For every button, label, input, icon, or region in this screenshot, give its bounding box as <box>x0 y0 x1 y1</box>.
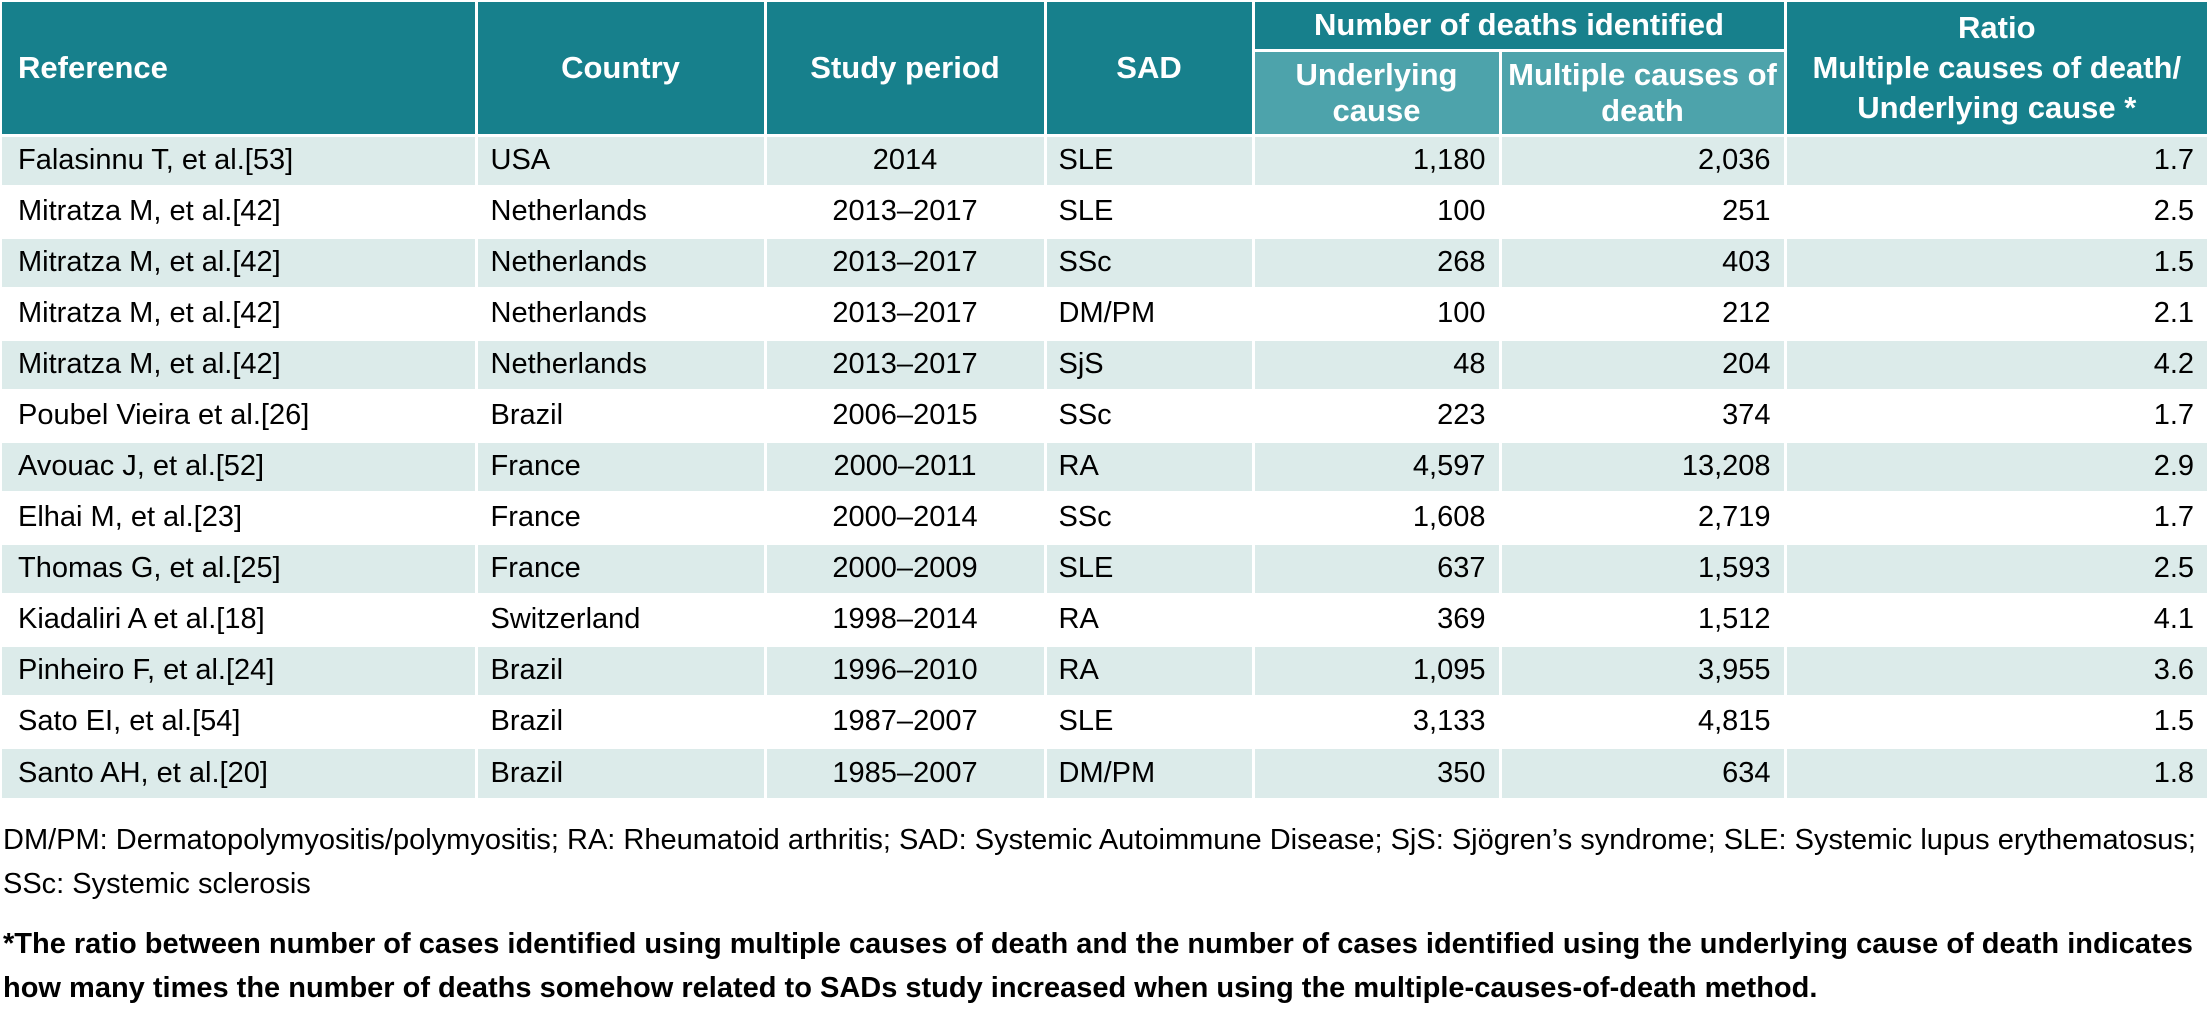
table-row <box>2 186 2207 237</box>
cell-reference: Elhai M, et al.[23] <box>2 492 476 543</box>
cell-multiple: 212 <box>1500 288 1785 339</box>
cell-underlying: 100 <box>1253 186 1500 237</box>
cell-underlying: 100 <box>1253 288 1500 339</box>
cell-period: 2013–2017 <box>765 339 1045 390</box>
cell-underlying: 1,095 <box>1253 645 1500 696</box>
col-header-ratio <box>1785 2 2207 135</box>
cell-underlying: 369 <box>1253 594 1500 645</box>
table-row <box>2 747 2207 798</box>
cell-country: Brazil <box>476 696 765 747</box>
table-row <box>2 135 2207 186</box>
cell-reference: Mitratza M, et al.[42] <box>2 288 476 339</box>
cell-ratio: 1.7 <box>1785 390 2207 441</box>
cell-sad: SSc <box>1045 237 1253 288</box>
cell-period: 1985–2007 <box>765 747 1045 798</box>
table-row <box>2 594 2207 645</box>
cell-multiple: 2,036 <box>1500 135 1785 186</box>
table-row <box>2 441 2207 492</box>
col-header-reference: Reference <box>2 2 476 135</box>
cell-reference: Thomas G, et al.[25] <box>2 543 476 594</box>
cell-ratio: 1.8 <box>1785 747 2207 798</box>
studies-table <box>2 2 2207 798</box>
table-header <box>2 2 2207 135</box>
cell-multiple: 13,208 <box>1500 441 1785 492</box>
cell-country: Switzerland <box>476 594 765 645</box>
cell-reference: Avouac J, et al.[52] <box>2 441 476 492</box>
cell-sad: SSc <box>1045 390 1253 441</box>
table-row <box>2 288 2207 339</box>
cell-reference: Poubel Vieira et al.[26] <box>2 390 476 441</box>
cell-underlying: 1,608 <box>1253 492 1500 543</box>
cell-ratio: 4.2 <box>1785 339 2207 390</box>
abbreviations-footnote: DM/PM: Dermatopolymyositis/polymyositis; RA: Rheumatoid arthritis; SAD: Systemic Autoimmune Disease; SjS: Sjögren’s syndrome; SLE: Systemic lupus erythematosus; SSc: Systemic sclerosis <box>3 824 2196 900</box>
ratio-definition-footnote: *The ratio between number of cases identified using multiple causes of death and the number of cases identified using the underlying cause of death indicates how many times the number of deaths somehow related to SADs study increased when using the multiple-causes-of-death method. <box>3 928 2193 1004</box>
col-header-deaths-group: Number of deaths identified <box>1253 2 1785 50</box>
cell-country: Netherlands <box>476 339 765 390</box>
cell-underlying: 268 <box>1253 237 1500 288</box>
cell-period: 2006–2015 <box>765 390 1045 441</box>
cell-ratio: 4.1 <box>1785 594 2207 645</box>
ratio-header-line-1: Ratio <box>1958 9 2036 45</box>
cell-underlying: 48 <box>1253 339 1500 390</box>
table-row <box>2 492 2207 543</box>
cell-period: 2013–2017 <box>765 186 1045 237</box>
cell-underlying: 223 <box>1253 390 1500 441</box>
cell-reference: Kiadaliri A et al.[18] <box>2 594 476 645</box>
cell-country: France <box>476 441 765 492</box>
cell-period: 2013–2017 <box>765 237 1045 288</box>
cell-sad: DM/PM <box>1045 747 1253 798</box>
table-row <box>2 696 2207 747</box>
cell-underlying: 4,597 <box>1253 441 1500 492</box>
cell-period: 2000–2014 <box>765 492 1045 543</box>
table-row <box>2 237 2207 288</box>
cell-multiple: 251 <box>1500 186 1785 237</box>
cell-sad: SLE <box>1045 186 1253 237</box>
cell-country: Netherlands <box>476 288 765 339</box>
cell-sad: RA <box>1045 441 1253 492</box>
cell-underlying: 3,133 <box>1253 696 1500 747</box>
col-header-underlying-cause: Underlying cause <box>1253 50 1500 135</box>
table-row <box>2 390 2207 441</box>
cell-reference: Santo AH, et al.[20] <box>2 747 476 798</box>
cell-ratio: 1.7 <box>1785 135 2207 186</box>
cell-ratio: 2.9 <box>1785 441 2207 492</box>
cell-sad: SLE <box>1045 696 1253 747</box>
cell-period: 1996–2010 <box>765 645 1045 696</box>
table-body <box>2 135 2207 798</box>
table-row <box>2 645 2207 696</box>
cell-ratio: 1.5 <box>1785 696 2207 747</box>
cell-period: 1987–2007 <box>765 696 1045 747</box>
cell-reference: Mitratza M, et al.[42] <box>2 186 476 237</box>
cell-ratio: 1.7 <box>1785 492 2207 543</box>
cell-reference: Falasinnu T, et al.[53] <box>2 135 476 186</box>
cell-country: Brazil <box>476 390 765 441</box>
cell-underlying: 637 <box>1253 543 1500 594</box>
cell-sad: DM/PM <box>1045 288 1253 339</box>
col-header-sad: SAD <box>1045 2 1253 135</box>
cell-multiple: 403 <box>1500 237 1785 288</box>
cell-multiple: 1,593 <box>1500 543 1785 594</box>
studies-table-wrapper <box>2 2 2207 798</box>
col-header-study-period: Study period <box>765 2 1045 135</box>
cell-sad: RA <box>1045 645 1253 696</box>
cell-period: 2014 <box>765 135 1045 186</box>
cell-country: Netherlands <box>476 237 765 288</box>
cell-period: 2013–2017 <box>765 288 1045 339</box>
cell-underlying: 1,180 <box>1253 135 1500 186</box>
cell-sad: SLE <box>1045 135 1253 186</box>
cell-sad: SLE <box>1045 543 1253 594</box>
cell-reference: Mitratza M, et al.[42] <box>2 339 476 390</box>
cell-country: Brazil <box>476 747 765 798</box>
cell-reference: Pinheiro F, et al.[24] <box>2 645 476 696</box>
cell-ratio: 3.6 <box>1785 645 2207 696</box>
cell-ratio: 1.5 <box>1785 237 2207 288</box>
cell-country: France <box>476 543 765 594</box>
cell-sad: SjS <box>1045 339 1253 390</box>
cell-multiple: 634 <box>1500 747 1785 798</box>
cell-ratio: 2.1 <box>1785 288 2207 339</box>
cell-country: France <box>476 492 765 543</box>
cell-multiple: 1,512 <box>1500 594 1785 645</box>
col-header-country: Country <box>476 2 765 135</box>
cell-multiple: 3,955 <box>1500 645 1785 696</box>
cell-ratio: 2.5 <box>1785 543 2207 594</box>
cell-country: USA <box>476 135 765 186</box>
cell-reference: Mitratza M, et al.[42] <box>2 237 476 288</box>
cell-sad: SSc <box>1045 492 1253 543</box>
cell-multiple: 2,719 <box>1500 492 1785 543</box>
cell-multiple: 204 <box>1500 339 1785 390</box>
cell-period: 1998–2014 <box>765 594 1045 645</box>
cell-sad: RA <box>1045 594 1253 645</box>
col-header-multiple-causes: Multiple causes of death <box>1500 50 1785 135</box>
ratio-header-line-3: Underlying cause * <box>1857 89 2137 125</box>
cell-reference: Sato EI, et al.[54] <box>2 696 476 747</box>
cell-ratio: 2.5 <box>1785 186 2207 237</box>
cell-period: 2000–2011 <box>765 441 1045 492</box>
cell-multiple: 374 <box>1500 390 1785 441</box>
cell-multiple: 4,815 <box>1500 696 1785 747</box>
cell-country: Netherlands <box>476 186 765 237</box>
cell-underlying: 350 <box>1253 747 1500 798</box>
table-row <box>2 543 2207 594</box>
cell-country: Brazil <box>476 645 765 696</box>
cell-period: 2000–2009 <box>765 543 1045 594</box>
ratio-header-line-2: Multiple causes of death/ <box>1812 49 2182 85</box>
table-row <box>2 339 2207 390</box>
